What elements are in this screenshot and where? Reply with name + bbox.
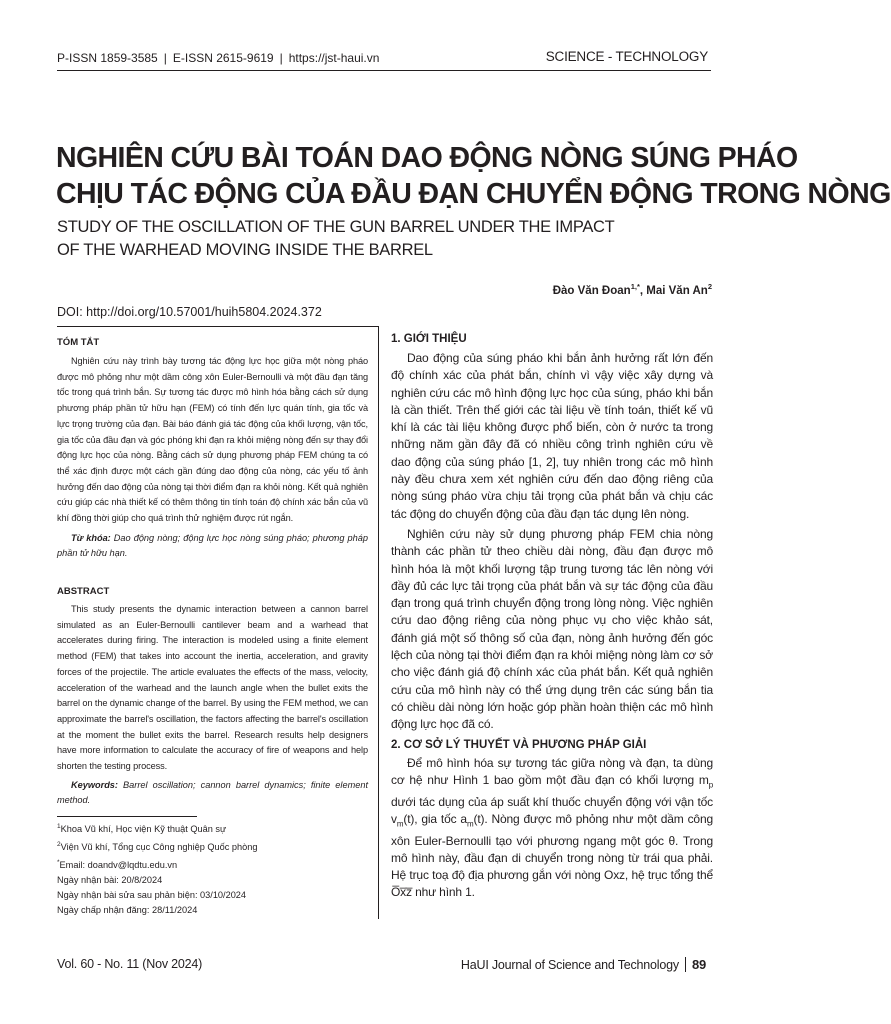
footer-journal-name: HaUI Journal of Science and Technology [460, 958, 679, 972]
paper-title-en [57, 216, 737, 262]
section-2-heading: 2. CƠ SỞ LÝ THUYẾT VÀ PHƯƠNG PHÁP GIẢI [391, 738, 647, 751]
section-label: SCIENCE - TECHNOLOGY [545, 49, 708, 64]
eissn: E-ISSN 2615-9619 [172, 51, 274, 65]
doi-link[interactable]: DOI: http://doi.org/10.57001/huih5804.2024.372 [57, 305, 322, 319]
affiliations [57, 819, 368, 918]
tomtat-heading: TÓM TẮT [57, 337, 100, 348]
date-revised: Ngày nhận bài sửa sau phản biện: 03/10/2024 [57, 890, 247, 901]
date-accepted: Ngày chấp nhận đăng: 28/11/2024 [57, 905, 198, 916]
tomtat-keywords-text: Dao động nòng; động lực học nòng súng pháo; phương pháp phần tử hữu hạn. [57, 532, 368, 559]
journal-url[interactable]: https://jst-haui.vn [288, 51, 380, 65]
tomtat-text: Nghiên cứu này trình bày tương tác động lực học giữa một nòng pháo được mô phỏng như một dầm công xôn Euler-Bernoulli và một đầu đạn tăng tốc trong quá trình bắn. Sự tương tác được mô hình hóa bằng cách sử dụng phương pháp phần tử hữu hạn (FEM) có tính đến lực quán tính, gia tốc và lực trọng trường của đạn. Bài báo đánh giá tác động của khối lượng, vận tốc, gia tốc của đầu đạn và góc phóng khi đạn ra khỏi miệng nòng đến sự thay đổi động lực học của nòng. Bằng cách sử dụng phương pháp FEM chúng ta có thể xác định được một cách gần đúng dao động của nòng, các yếu tố ảnh hưởng đến dao động của nòng tại thời điểm đạn ra khỏi nòng. Kết quả nghiên cứu giúp các nhà thiết kế có thêm thông tin tính toán độ chính xác bắn của vũ khí đồng thời giúp cho quá trình thử nghiệm được rút ngắn. [57, 356, 368, 524]
abstract-keywords-text: Barrel oscillation; cannon barrel dynamics; finite element method. [57, 779, 368, 806]
title-en-line-1: STUDY OF THE OSCILLATION OF THE GUN BARREL UNDER THE IMPACT [57, 218, 615, 236]
footer-journal [461, 957, 706, 972]
author-2: Mai Văn An [646, 284, 708, 297]
abstract-heading: ABSTRACT [57, 586, 110, 597]
abstract-text: This study presents the dynamic interaction between a cannon barrel simulated as an Euler-Bernoulli cantilever beam and a warhead that accelerates during firing. The interaction is modeled using a finite element method (FEM) that takes into account the inertia, acceleration, and gravity forces of the projectile. The article evaluates the effects of the mass, velocity, acceleration of the warhead and the launch angle when the bullet exits the barrel on the dynamic change of the barrel. By using the FEM method, we can approximate the barrel's oscillation, the factors affecting the barrel's oscillation at the moment the bullet exits the barrel. Research results help designers have more information to calculate the accuracy of fire of weapons and help shorten the testing process. [57, 604, 368, 772]
title-en-line-2: OF THE WARHEAD MOVING INSIDE THE BARREL [57, 241, 433, 259]
abstract-keywords-label: Keywords: [71, 779, 118, 790]
section-2-para-1: Để mô hình hóa sự tương tác giữa nòng và đạn, ta dùng cơ hệ như Hình 1 bao gồm một đầu đạn có khối lượng $m_p$ dưới tác dụng của áp suất khí thuốc chuyển động với vận tốc $v_m(t)$, gia tốc $a_m(t)$. Nòng được mô phỏng như một dầm công xôn Euler-Bernoulli tạo với phương ngang một góc θ. Trong mô hình này, đầu đạn di chuyển trong nòng từ trái qua phải. Hệ trục toạ độ địa phương gắn với nòng Oxz, hệ trục tổng thể O̅x̅z̅ như hình 1. [391, 755, 714, 900]
authors [553, 282, 712, 297]
tomtat-keywords [57, 531, 368, 562]
author-2-affil: 2 [707, 282, 712, 291]
corresponding-email: *Email: doandv@lqdtu.edu.vn [57, 859, 178, 871]
affiliation-rule [57, 816, 197, 817]
footer-volume: Vol. 60 - No. 11 (Nov 2024) [57, 957, 203, 971]
affiliation-1: $^1$Khoa Vũ khí, Học viện Kỹ thuật Quân sự [57, 823, 227, 835]
abstract-keywords [57, 778, 368, 809]
paper-title-vi [56, 140, 891, 212]
body-column [391, 326, 713, 918]
pissn: P-ISSN 1859-3585 [57, 51, 158, 65]
section-1-heading: 1. GIỚI THIỆU [391, 333, 467, 345]
author-1: Đào Văn Đoan [552, 284, 631, 297]
affiliation-2: $^2$Viện Vũ khí, Tổng cục Công nghiệp Quốc phòng [57, 841, 258, 853]
author-separator: , [639, 284, 647, 297]
journal-issn-line: P-ISSN 1859-3585 | E-ISSN 2615-9619 | https://jst-haui.vn [57, 51, 380, 65]
section-1-para-2: Nghiên cứu này sử dụng phương pháp FEM chia nòng thành các phần tử theo chiều dài nòng, đầu đạn được mô hình hóa là một khối lượng tập trung tương tác lên nòng với đầy đủ các lực tải trọng của phát bắn và sự tác động của đầu đạn trong quá trình chuyển động trong lòng nòng. Việc nghiên cứu dao động riêng của nòng phục vụ cho việc khảo sát, đánh giá một số thông số của đạn, nòng ảnh hưởng đến góc lệch của nòng tại thời điểm đạn ra khỏi miệng nòng làm cơ sở cho việc đánh giá độ chính xác của phát bắn. Kết quả nghiên cứu của mô hình này có thể ứng dụng trên các súng bắn tia có chiều dài nòng lớn hoặc góp phần hoàn thiện các mô hình động lực học đã có. [391, 526, 713, 732]
author-1-affil: 1,* [630, 282, 640, 291]
page-number: 89 [685, 957, 706, 972]
section-1-para-1: Dao động của súng pháo khi bắn ảnh hưởng rất lớn đến độ chính xác của phát bắn, chính vì vậy việc xây dựng và nghiên cứu các mô hình động lực học của súng, pháo khi bắn là cần thiết. Trên thế giới các tài liệu về tính toán, thiết kế vũ khí là các tài liệu không được phổ biến, còn ở nước ta trong những năm gần đây đã có nhiều công trình nghiên cứu về dao động của súng pháo [1, 2], tuy nhiên trong các mô hình này đều chưa xem xét nghiên cứu đến dao động riêng của nòng súng pháo vừa chịu tải trọng của phát bắn và chịu các tác động do chuyển động của đầu đạn tác dụng lên nòng. [391, 351, 713, 521]
date-received: Ngày nhận bài: 20/8/2024 [57, 875, 163, 886]
tomtat-keywords-label: Từ khóa: [71, 532, 111, 543]
abstract-column [57, 326, 379, 919]
title-line-2: CHỊU TÁC ĐỘNG CỦA ĐẦU ĐẠN CHUYỂN ĐỘNG TRONG NÒNG [56, 178, 891, 210]
title-line-1: NGHIÊN CỨU BÀI TOÁN DAO ĐỘNG NÒNG SÚNG PHÁO [56, 142, 798, 174]
header-rule [57, 70, 711, 71]
